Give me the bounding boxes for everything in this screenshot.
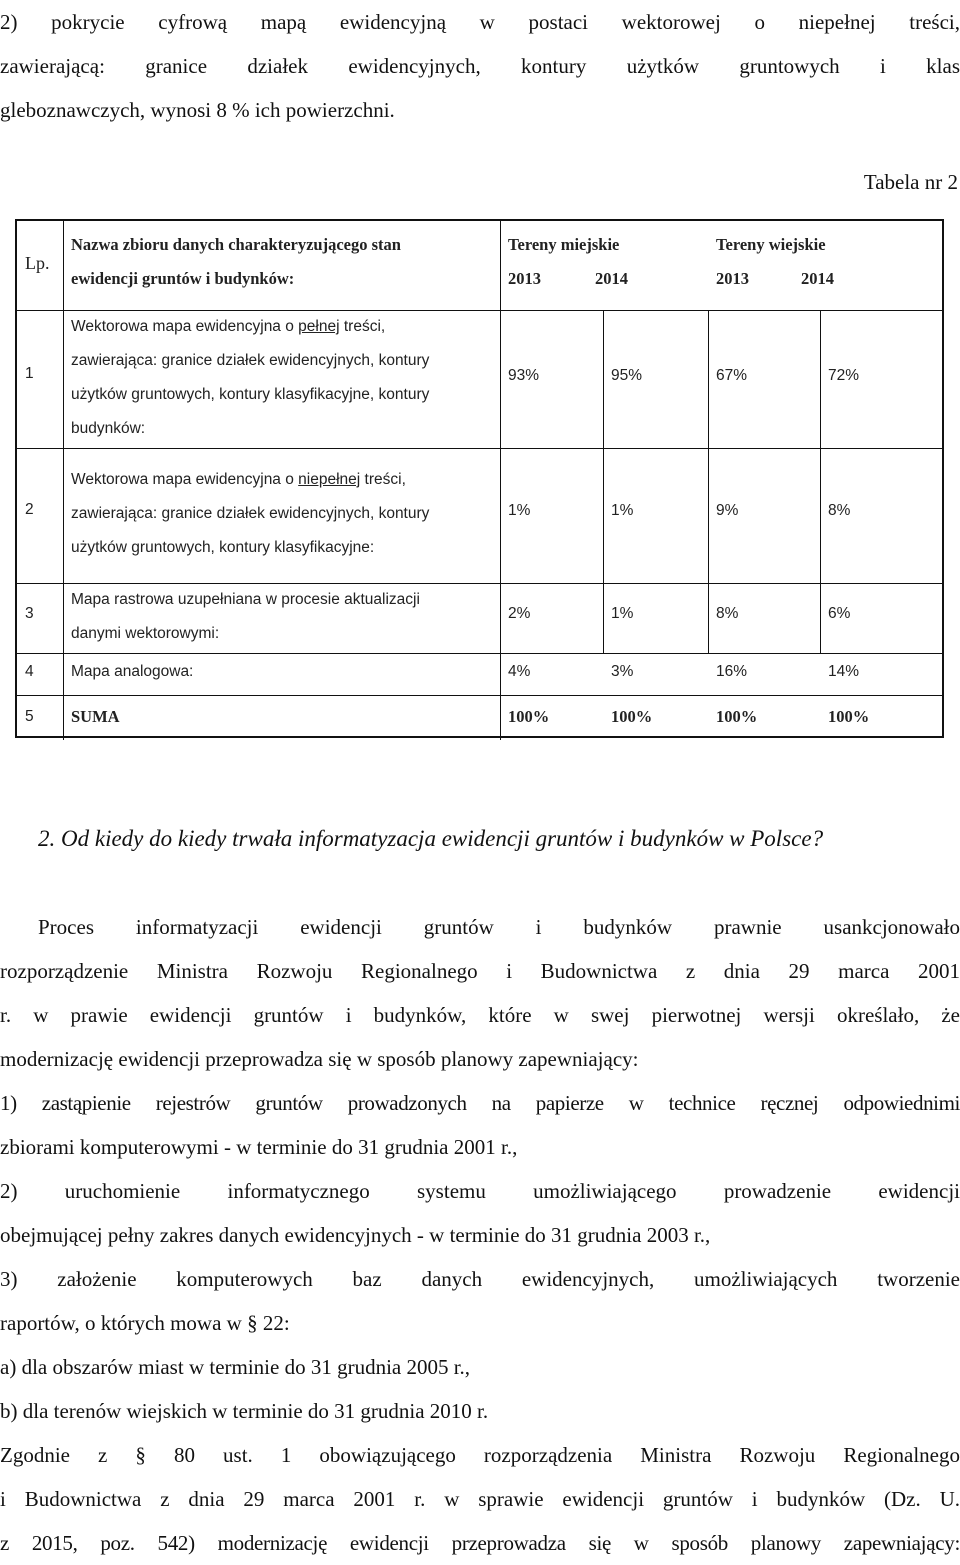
header-year: 2014	[801, 269, 834, 288]
value-cell: 93%	[508, 367, 540, 384]
header-urban: Tereny miejskie	[508, 235, 620, 254]
value-cell: 72%	[828, 367, 860, 384]
section-question: 2. Od kiedy do kiedy trwała informatyzacja ewidencji gruntów i budynków w Polsce?	[38, 826, 824, 851]
body-line: modernizację ewidencji przeprowadza się w sposób planowy zapewniający:	[0, 1047, 639, 1071]
intro-line: gleboznawczych, wynosi 8 % ich powierzchni.	[0, 98, 395, 122]
value-cell: 1%	[611, 502, 634, 519]
value-cell: 16%	[716, 663, 748, 680]
header-year: 2014	[595, 269, 628, 288]
intro-line: 2) pokrycie cyfrową mapą ewidencyjną w postaci wektorowej o niepełnej treści,	[0, 10, 960, 34]
body-line: 1) zastąpienie rejestrów gruntów prowadzonych na papierze w technice ręcznej odpowiednimi	[0, 1091, 960, 1115]
desc-underlined: niepełnej	[298, 471, 361, 488]
row-divider	[17, 653, 942, 654]
value-cell: 100%	[716, 707, 758, 726]
body-line: i Budownictwa z dnia 29 marca 2001 r. w sprawie ewidencji gruntów i budynków (Dz. U.	[0, 1487, 960, 1511]
header-name-line1: Nazwa zbioru danych charakteryzującego stan	[71, 235, 401, 254]
col-divider	[820, 310, 821, 653]
desc-underlined: pełnej	[298, 318, 340, 335]
desc-text: zawierająca: granice działek ewidencyjnych, kontury	[71, 352, 430, 369]
body-line: obejmującej pełny zakres danych ewidencyjnych - w terminie do 31 grudnia 2003 r.,	[0, 1223, 711, 1247]
desc-text: użytków gruntowych, kontury klasyfikacyjne:	[71, 539, 375, 556]
desc-text: zawierająca: granice działek ewidencyjnych, kontury	[71, 505, 430, 522]
value-cell: 100%	[508, 707, 550, 726]
col-divider	[500, 221, 501, 740]
row-lp: 2	[25, 501, 34, 518]
body-line: b) dla terenów wiejskich w terminie do 31 grudnia 2010 r.	[0, 1399, 489, 1423]
header-year: 2013	[716, 269, 749, 288]
value-cell: 3%	[611, 663, 634, 680]
body-line: r. w prawie ewidencji gruntów i budynków, które w swej pierwotnej wersji określało, że	[0, 1003, 960, 1027]
desc-text: budynków:	[71, 420, 146, 437]
header-year: 2013	[508, 269, 541, 288]
row-lp: 4	[25, 663, 34, 680]
value-cell: 14%	[828, 663, 860, 680]
desc-text: Mapa rastrowa uzupełniana w procesie aktualizacji	[71, 591, 420, 608]
table-caption: Tabela nr 2	[863, 170, 958, 194]
value-cell: 100%	[828, 707, 870, 726]
header-name-line2: ewidencji gruntów i budynków:	[71, 269, 295, 288]
body-line: zbiorami komputerowymi - w terminie do 31 grudnia 2001 r.,	[0, 1135, 518, 1159]
value-cell: 4%	[508, 663, 531, 680]
row-description	[71, 583, 420, 651]
body-line: a) dla obszarów miast w terminie do 31 grudnia 2005 r.,	[0, 1355, 471, 1379]
row-lp: 1	[25, 365, 34, 382]
value-cell: 95%	[611, 367, 643, 384]
row-description	[71, 310, 429, 446]
desc-text: Wektorowa mapa ewidencyjna o	[71, 471, 299, 488]
body-line: Proces informatyzacji ewidencji gruntów i budynków prawnie usankcjonowało	[38, 915, 960, 939]
body-line: z 2015, poz. 542) modernizację ewidencji przeprowadza się w sposób planowy zapewniający:	[0, 1531, 960, 1555]
col-divider	[63, 221, 64, 740]
row-description	[71, 463, 429, 565]
desc-text: treści,	[339, 318, 386, 335]
row-description: Mapa analogowa:	[71, 663, 194, 680]
row-lp: 3	[25, 605, 34, 622]
header-lp: Lp.	[25, 253, 50, 273]
value-cell: 1%	[611, 605, 634, 622]
col-divider	[708, 310, 709, 653]
value-cell: 2%	[508, 605, 531, 622]
body-text	[0, 905, 960, 1565]
body-line: 2) uruchomienie informatycznego systemu umożliwiającego prowadzenie ewidencji	[0, 1179, 960, 1203]
row-divider	[17, 448, 942, 449]
desc-text: Wektorowa mapa ewidencyjna o	[71, 318, 299, 335]
row-divider	[17, 695, 942, 696]
value-cell: 67%	[716, 367, 748, 384]
desc-text: treści,	[360, 471, 406, 488]
body-line: 3) założenie komputerowych baz danych ewidencyjnych, umożliwiających tworzenie	[0, 1267, 960, 1291]
data-table	[15, 219, 944, 738]
header-rural: Tereny wiejskie	[716, 235, 826, 254]
body-line: raportów, o których mowa w § 22:	[0, 1311, 290, 1335]
row-lp: 5	[25, 708, 34, 725]
body-line: rozporządzenie Ministra Rozwoju Regionalnego i Budownictwa z dnia 29 marca 2001	[0, 959, 960, 983]
value-cell: 9%	[716, 502, 739, 519]
intro-line: zawierającą: granice działek ewidencyjnych, kontury użytków gruntowych i klas	[0, 54, 960, 78]
desc-text: użytków gruntowych, kontury klasyfikacyjne, kontury	[71, 386, 430, 403]
value-cell: 6%	[828, 605, 851, 622]
value-cell: 1%	[508, 502, 531, 519]
value-cell: 8%	[716, 605, 739, 622]
value-cell: 8%	[828, 502, 851, 519]
desc-text: danymi wektorowymi:	[71, 625, 220, 642]
row-description: SUMA	[71, 707, 120, 726]
col-divider	[603, 310, 604, 653]
value-cell: 100%	[611, 707, 653, 726]
intro-paragraph	[0, 0, 960, 132]
body-line: Zgodnie z § 80 ust. 1 obowiązującego rozporządzenia Ministra Rozwoju Regionalnego	[0, 1443, 960, 1467]
